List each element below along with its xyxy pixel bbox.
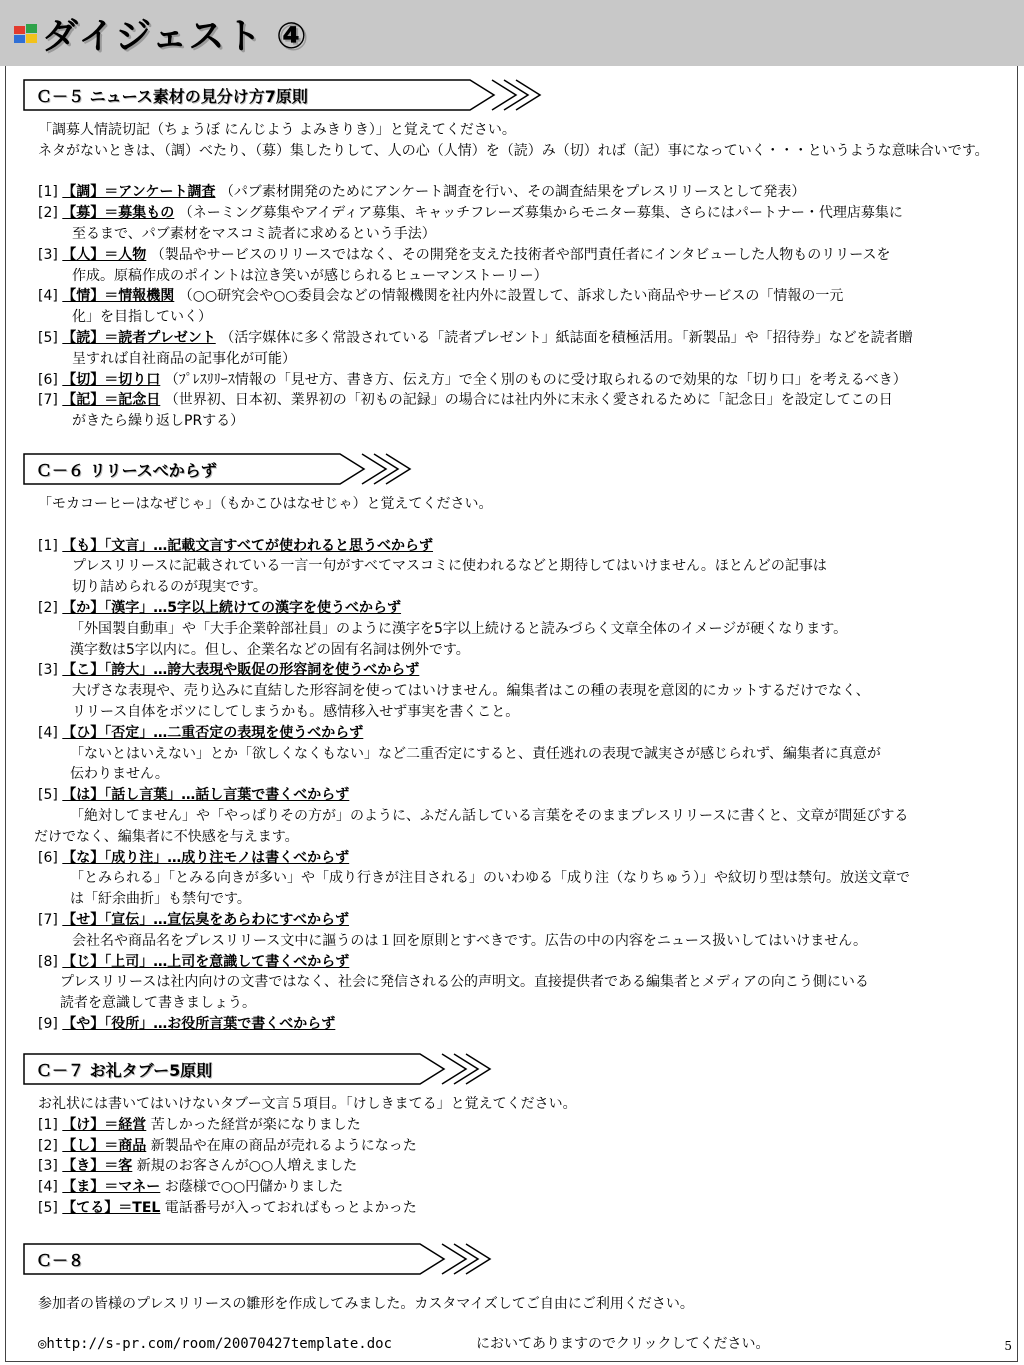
windows-flag-icon xyxy=(12,20,42,46)
template-download-link[interactable]: ◎http://s-pr.com/room/20070427template.doc xyxy=(38,1336,393,1352)
item-number: [7] xyxy=(38,392,58,409)
item-keyword: 【は】「話し言葉」…話し言葉で書くべからず xyxy=(62,787,350,804)
list-item xyxy=(38,723,910,785)
list-item xyxy=(38,536,910,598)
item-keyword: 【じ】「上司」…上司を意識して書くべからず xyxy=(62,953,350,970)
item-number: [1] xyxy=(38,537,58,554)
item-number: [3] xyxy=(38,662,58,679)
item-number: [4] xyxy=(38,288,58,305)
item-keyword: 【こ】「誇大」…誇大表現や販促の形容詞を使うべからず xyxy=(62,662,420,679)
item-number: [1] xyxy=(38,184,58,201)
section-c5-title: Ｃ－５ ニュース素材の見分け方7原則 xyxy=(36,87,308,106)
section-c7-heading xyxy=(22,1052,492,1086)
c7-intro-line: お礼状には書いてはいけないタブー文言５項目。「けしきまてる」と覚えてください。 xyxy=(38,1096,577,1112)
item-description: 読者を意識して書きましょう。 xyxy=(60,995,256,1012)
item-description: （パブ素材開発のためにアンケート調査を行い、その調査結果をプレスリリースとして発表） xyxy=(219,184,806,201)
item-keyword: 【き】＝客 xyxy=(62,1158,133,1175)
item-keyword: 【調】＝アンケート調査 xyxy=(62,184,216,201)
item-description: 伝わりません。 xyxy=(70,766,169,783)
item-keyword: 【け】＝経営 xyxy=(62,1116,147,1133)
list-item xyxy=(38,245,989,287)
list-item xyxy=(38,1198,577,1219)
c5-intro-line: 「調募人情読切記（ちょうぼ にんじよう よみきりき）」と覚えてください。 xyxy=(38,122,516,138)
item-number: [5] xyxy=(38,1199,58,1216)
item-keyword: 【も】「文言」…記載文言すべてが使われると思うべからず xyxy=(62,537,434,554)
item-description: （○○研究会や○○委員会などの情報機関を社内外に設置して、訴求したい商品やサービスの「情報の一元 xyxy=(178,288,844,305)
list-item xyxy=(38,952,910,1014)
arrow-banner-icon xyxy=(22,1242,492,1276)
list-item xyxy=(38,910,910,952)
item-description: 漢字数は5字以内に。但し、企業名などの固有名詞は例外です。 xyxy=(70,641,470,658)
list-item xyxy=(38,328,989,370)
item-number: [2] xyxy=(38,205,58,222)
item-keyword: 【読】＝読者プレゼント xyxy=(62,329,216,346)
item-description: （世界初、日本初、業界初の「初もの記録」の場合には社内外に末永く愛されるために「記念日」を設定してこの日 xyxy=(164,392,893,409)
item-number: [9] xyxy=(38,1015,58,1032)
list-item xyxy=(38,286,989,328)
section-c6-title: Ｃ－６ リリースべからず xyxy=(36,461,217,480)
item-keyword: 【記】＝記念日 xyxy=(62,392,161,409)
item-description: 新製品や在庫の商品が売れるようになった xyxy=(150,1137,417,1154)
item-description: がきたら繰り返しPRする） xyxy=(72,413,245,430)
item-description: 苦しかった経営が楽になりました xyxy=(150,1116,361,1133)
list-item xyxy=(38,182,989,203)
item-description: （製品やサービスのリリースではなく、その開発を支えた技術者や部門責任者にインタビューした人物ものリリースを xyxy=(150,246,891,263)
list-item xyxy=(34,785,910,847)
item-description: 電話番号が入っておればもっとよかった xyxy=(164,1199,417,1216)
item-description: 「とみられる」「とみる向きが多い」や「成り行きが注目される」のいわゆる「成り注（なりちゅう）」や紋切り型は禁句。放送文章で xyxy=(70,870,910,887)
list-item xyxy=(38,370,989,391)
item-description: 化」を目指していく） xyxy=(72,309,212,326)
c8-description: 参加者の皆様のプレスリリースの雛形を作成してみました。カスタマイズしてご自由にご利用ください。 xyxy=(38,1296,694,1312)
list-item xyxy=(38,203,989,245)
item-description: お蔭様で○○円儲かりました xyxy=(164,1179,344,1196)
section-c6-body xyxy=(34,494,910,1035)
item-keyword: 【ひ】「否定」…二重否定の表現を使うべからず xyxy=(62,724,364,741)
item-description: 会社名や商品名をプレスリリース文中に謳うのは１回を原則とすべきです。広告の中の内容をニュース扱いしてはいけません。 xyxy=(72,932,868,949)
page-header xyxy=(0,0,1024,66)
list-item xyxy=(38,660,910,722)
c6-intro-line: 「モカコーヒーはなぜじゃ」（もかこひはなせじゃ）と覚えてください。 xyxy=(38,496,493,512)
item-description: 至るまで、パブ素材をマスコミ読者に求めるという手法） xyxy=(72,225,436,242)
page-number: 5 xyxy=(1004,1339,1012,1353)
item-number: [6] xyxy=(38,371,58,388)
item-keyword: 【募】＝募集もの xyxy=(62,205,175,222)
c7-item-list xyxy=(38,1115,577,1219)
section-c8-body xyxy=(38,1284,769,1364)
c6-item-list xyxy=(34,536,910,1035)
item-keyword: 【か】「漢字」…5字以上続けての漢字を使うべからず xyxy=(62,599,402,616)
list-item xyxy=(38,598,910,660)
item-description: は「紆余曲折」も禁句です。 xyxy=(70,891,251,908)
list-item xyxy=(38,1014,910,1035)
section-c5-heading xyxy=(22,78,542,112)
list-item xyxy=(38,1136,577,1157)
item-keyword: 【し】＝商品 xyxy=(62,1137,147,1154)
section-c7-body xyxy=(38,1094,577,1219)
item-keyword: 【切】＝切り口 xyxy=(62,371,161,388)
item-description: 「ないとはいえない」とか「欲しくなくもない」など二重否定にすると、責任逃れの表現で誠実さが感じられず、編集者に真意が xyxy=(70,745,881,762)
section-c7-title: Ｃ－７ お礼タブー5原則 xyxy=(36,1061,213,1080)
item-keyword: 【せ】「宣伝」…宣伝臭をあらわにすべからず xyxy=(62,911,350,928)
item-keyword: 【や】「役所」…お役所言葉で書くべからず xyxy=(62,1015,336,1032)
item-description: 切り詰められるのが現実です。 xyxy=(72,579,267,596)
item-description: プレスリリースに記載されている一言一句がすべてマスコミに使われるなどと期待してはいけません。ほとんどの記事は xyxy=(72,558,827,575)
item-number: [4] xyxy=(38,1179,58,1196)
item-description: 新規のお客さんが○○人増えました xyxy=(136,1158,358,1175)
section-c8-heading xyxy=(22,1242,492,1276)
c8-instruction: においてありますのでクリックしてください。 xyxy=(476,1336,770,1352)
item-number: [4] xyxy=(38,724,58,741)
section-c8-title: Ｃ－８ xyxy=(36,1251,85,1270)
item-number: [7] xyxy=(38,911,58,928)
page-title: ダイジェスト ④ xyxy=(42,16,308,57)
item-keyword: 【情】＝情報機関 xyxy=(62,288,175,305)
item-keyword: 【ま】＝マネー xyxy=(62,1179,161,1196)
item-description: 作成。原稿作成のポイントは泣き笑いが感じられるヒューマンストーリー） xyxy=(72,267,548,284)
list-item xyxy=(38,848,910,910)
item-description: 「絶対してません」や「やっぱりその方が」のように、ふだん話している言葉をそのままプレスリリースに書くと、文章が間延びする xyxy=(70,807,909,824)
section-c6-heading xyxy=(22,452,412,486)
item-description: リリース自体をボツにしてしまうかも。感情移入せず事実を書くこと。 xyxy=(72,703,520,720)
item-description: 「外国製自動車」や「大手企業幹部社員」のように漢字を5字以上続けると読みづらく文章全体のイメージが硬くなります。 xyxy=(70,620,848,637)
item-number: [3] xyxy=(38,246,58,263)
c5-intro-line: ネタがないときは、（調）べたり、（募）集したりして、人の心（人情）を（読）み（切）れば（記）事になっていく・・・というような意味合いです。 xyxy=(38,142,989,159)
item-number: [3] xyxy=(38,1158,58,1175)
list-item xyxy=(38,1177,577,1198)
list-item xyxy=(38,390,989,432)
item-number: [1] xyxy=(38,1116,58,1133)
item-description: だけでなく、編集者に不快感を与えます。 xyxy=(34,828,299,845)
c5-item-list xyxy=(38,182,989,432)
list-item xyxy=(38,1115,577,1136)
item-number: [5] xyxy=(38,787,58,804)
item-description: （ネーミング募集やアイディア募集、キャッチフレーズ募集からモニター募集、さらにはパートナー・代理店募集に xyxy=(178,205,903,222)
section-c5-body xyxy=(38,120,989,432)
item-keyword: 【な】「成り注」…成り注モノは書くべからず xyxy=(62,849,350,866)
item-description: （活字媒体に多く常設されている「読者プレゼント」紙誌面を積極活用。「新製品」や「招待券」などを読者贈 xyxy=(220,329,913,346)
item-number: [2] xyxy=(38,599,58,616)
item-keyword: 【人】＝人物 xyxy=(62,246,147,263)
item-description: プレスリリースは社内向けの文書ではなく、社会に発信される公的声明文。直接提供者である編集者とメディアの向こう側にいる xyxy=(60,974,869,991)
item-description: 呈すれば自社商品の記事化が可能） xyxy=(72,350,296,367)
item-number: [5] xyxy=(38,329,58,346)
item-description: （ﾌﾟﾚｽﾘﾘｰｽ情報の「見せ方、書き方、伝え方」で全く別のものに受け取られるので効果的な「切り口」を考えるべき） xyxy=(164,371,907,388)
item-number: [2] xyxy=(38,1137,58,1154)
item-keyword: 【てる】＝TEL xyxy=(62,1199,161,1216)
item-number: [6] xyxy=(38,849,58,866)
item-description: 大げさな表現や、売り込みに直結した形容詞を使ってはいけません。編集者はこの種の表現を意図的にカットするだけでなく、 xyxy=(72,683,870,700)
item-number: [8] xyxy=(38,953,58,970)
list-item xyxy=(38,1156,577,1177)
